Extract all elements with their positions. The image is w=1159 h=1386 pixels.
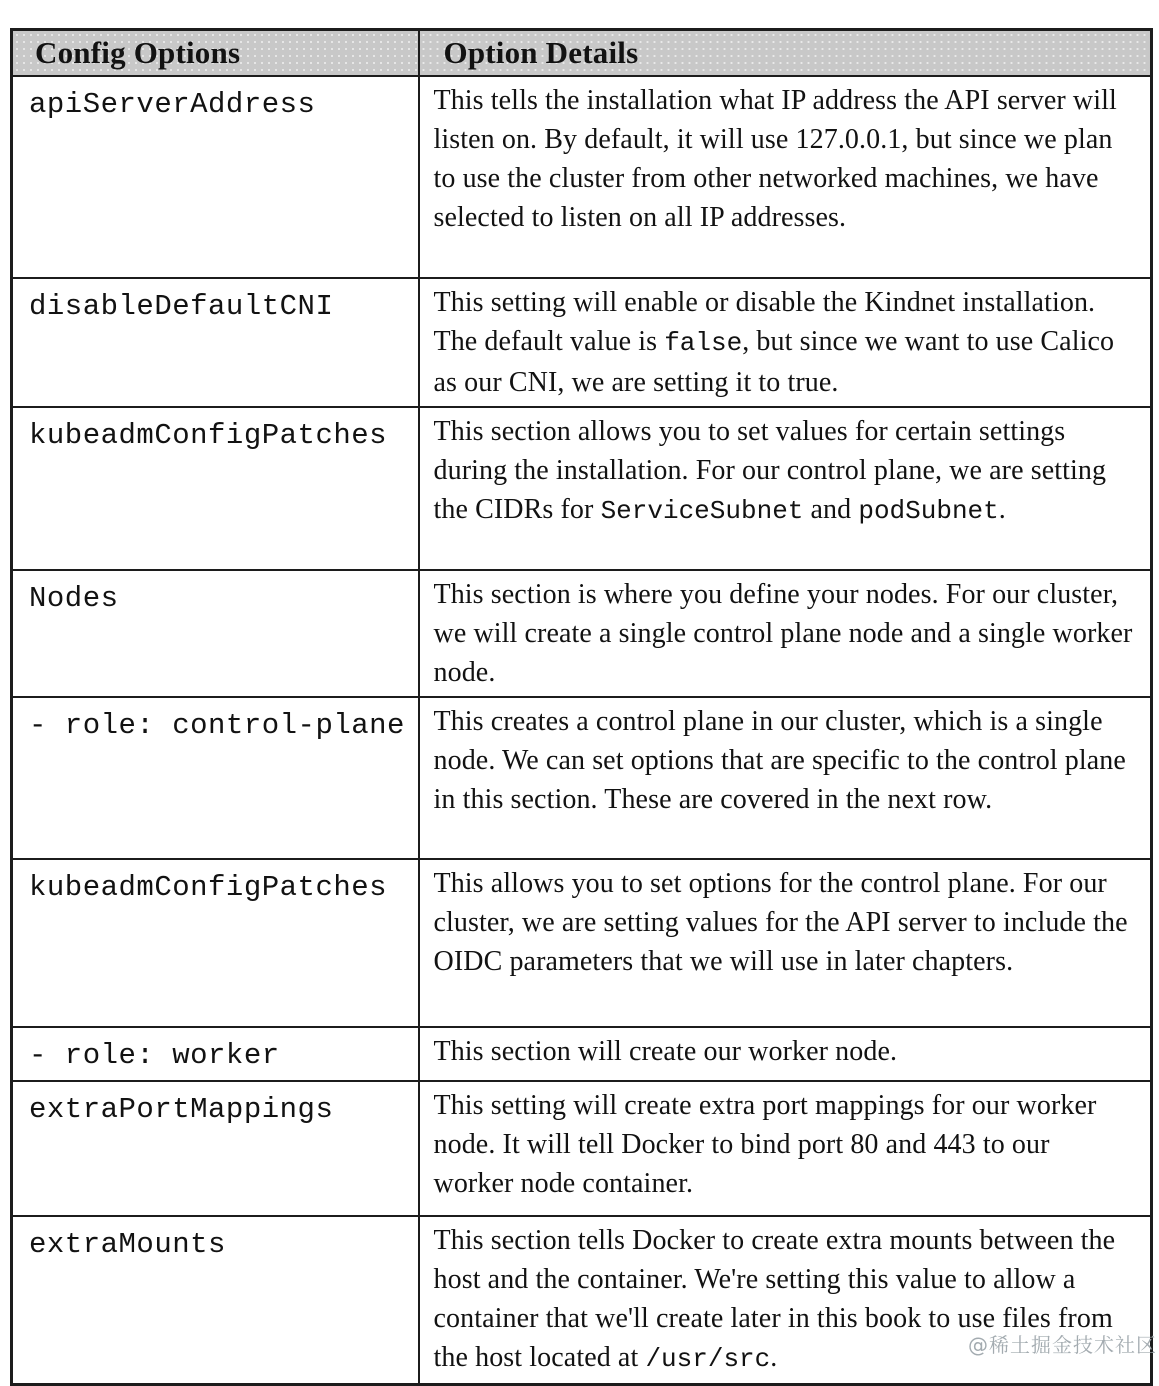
details-text: This section will create our worker node. bbox=[433, 1036, 898, 1067]
table-row bbox=[12, 278, 1152, 407]
config-option-cell: - role: control-plane bbox=[12, 697, 419, 859]
details-text: . bbox=[998, 494, 1006, 525]
config-option-cell: - role: worker bbox=[12, 1027, 419, 1081]
table-row bbox=[12, 1216, 1152, 1385]
table-row bbox=[12, 407, 1152, 570]
details-text: This tells the installation what IP address the API server will listen on. By default, it will use 127.0.0.1, but since we plan to use the cluster from other networked machines, we have selected to listen on all IP addresses. bbox=[433, 85, 1117, 233]
config-option-cell: apiServerAddress bbox=[12, 76, 419, 278]
column-header-option-details: Option Details bbox=[419, 30, 1152, 77]
option-details-cell bbox=[419, 1216, 1152, 1385]
table-row bbox=[12, 859, 1152, 1027]
table-row bbox=[12, 76, 1152, 278]
table-row bbox=[12, 570, 1152, 697]
table-row bbox=[12, 1081, 1152, 1216]
config-option-cell: disableDefaultCNI bbox=[12, 278, 419, 407]
option-details-cell bbox=[419, 697, 1152, 859]
details-text: This creates a control plane in our cluster, which is a single node. We can set options that are specific to the control plane in this section. These are covered in the next row. bbox=[433, 706, 1126, 815]
column-header-config-options: Config Options bbox=[12, 30, 419, 77]
config-option-cell: kubeadmConfigPatches bbox=[12, 407, 419, 570]
option-details-cell bbox=[419, 570, 1152, 697]
table-row bbox=[12, 1027, 1152, 1081]
option-details-cell bbox=[419, 278, 1152, 407]
details-text: . bbox=[770, 1342, 778, 1373]
option-details-cell bbox=[419, 76, 1152, 278]
config-option-cell: extraPortMappings bbox=[12, 1081, 419, 1216]
details-text: This section is where you define your nodes. For our cluster, we will create a single control plane node and a single worker node. bbox=[433, 579, 1133, 688]
details-text: and bbox=[803, 494, 859, 525]
inline-code: false bbox=[664, 328, 743, 358]
option-details-cell bbox=[419, 1081, 1152, 1216]
table-header-row bbox=[12, 30, 1152, 77]
inline-code: ServiceSubnet bbox=[600, 496, 804, 526]
details-text: , but since we want to use Calico as our CNI, we are setting it to true. bbox=[433, 326, 1115, 398]
details-text: This section tells Docker to create extra mounts between the host and the container. We're setting this value to allow a container that we'll create later in this book to use files from the host located at bbox=[433, 1225, 1116, 1373]
config-option-cell: extraMounts bbox=[12, 1216, 419, 1385]
details-text: This setting will enable or disable the Kindnet installation. The default value is bbox=[433, 287, 1096, 357]
option-details-cell bbox=[419, 407, 1152, 570]
details-text: This setting will create extra port mappings for our worker node. It will tell Docker to bind port 80 and 443 to our worker node container. bbox=[433, 1090, 1097, 1199]
details-text: This section allows you to set values for certain settings during the installation. For our control plane, we are setting the CIDRs for bbox=[433, 416, 1107, 525]
option-details-cell bbox=[419, 859, 1152, 1027]
details-text: This allows you to set options for the control plane. For our cluster, we are setting values for the API server to include the OIDC parameters that we will use in later chapters. bbox=[433, 868, 1128, 977]
config-option-cell: Nodes bbox=[12, 570, 419, 697]
config-options-table bbox=[10, 28, 1153, 1386]
site-watermark: @稀土掘金技术社区 bbox=[968, 1333, 1157, 1357]
config-option-cell: kubeadmConfigPatches bbox=[12, 859, 419, 1027]
inline-code: /usr/src bbox=[645, 1344, 771, 1374]
inline-code: podSubnet bbox=[858, 496, 999, 526]
table-row bbox=[12, 697, 1152, 859]
option-details-cell bbox=[419, 1027, 1152, 1081]
